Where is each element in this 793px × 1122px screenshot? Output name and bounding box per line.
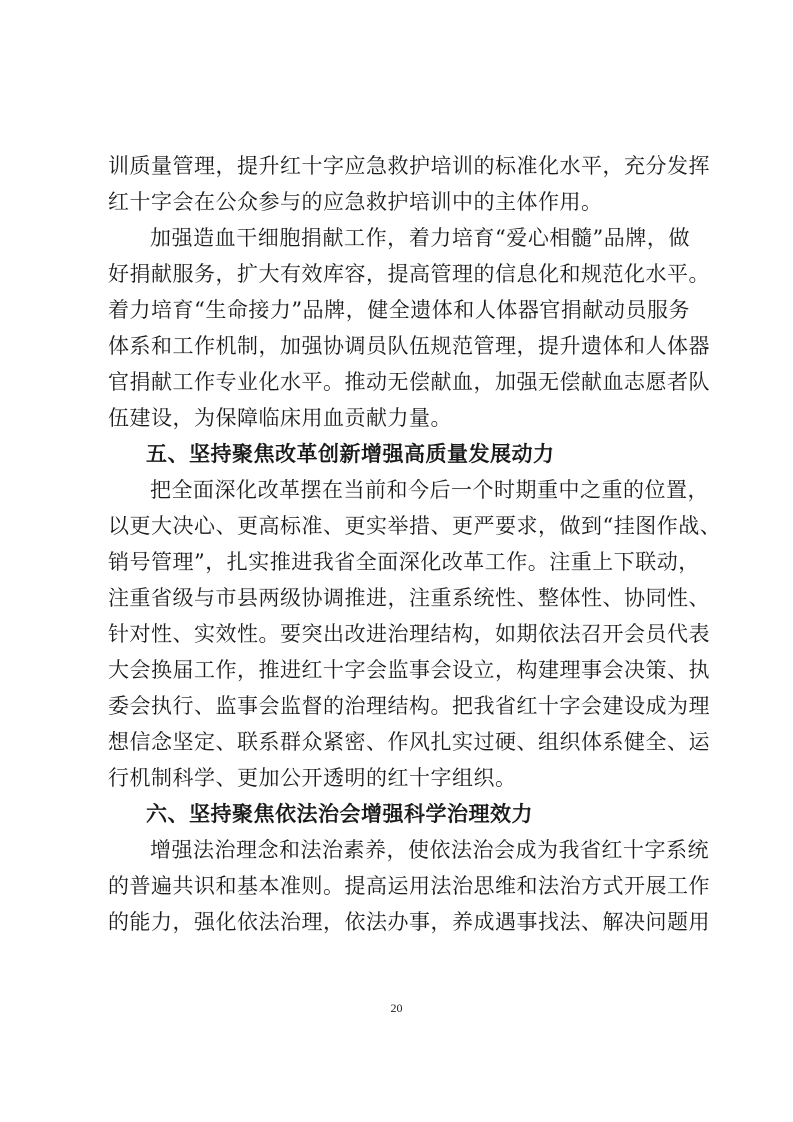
text-line: 的能力，强化依法治理，依法办事，养成遇事找法、解决问题用: [108, 910, 710, 934]
text-line: 注重省级与市县两级协调推进，注重系统性、整体性、协同性、: [108, 586, 710, 610]
body-text: [108, 148, 722, 940]
section-heading: 六、坚持聚焦依法治会增强科学治理效力: [146, 802, 533, 826]
text-line: 官捐献工作专业化水平。推动无偿献血，加强无偿献血志愿者队: [108, 370, 710, 394]
text-line: 的普遍共识和基本准则。提高运用法治思维和法治方式开展工作: [108, 874, 710, 898]
text-line: 着力培育“生命接力”品牌，健全遗体和人体器官捐献动员服务: [108, 298, 690, 322]
text-line: 好捐献服务，扩大有效库容，提高管理的信息化和规范化水平。: [108, 262, 710, 286]
text-line: 加强造血干细胞捐献工作，着力培育“爱心相髓”品牌，做: [150, 226, 690, 250]
text-line: 红十字会在公众参与的应急救护培训中的主体作用。: [108, 190, 603, 214]
text-line: 针对性、实效性。要突出改进治理结构，如期依法召开会员代表: [108, 622, 710, 646]
text-line: 训质量管理，提升红十字应急救护培训的标准化水平，充分发挥: [108, 154, 710, 178]
text-line: 销号管理”，扎实推进我省全面深化改革工作。注重上下联动，: [108, 550, 700, 574]
text-line: 大会换届工作，推进红十字会监事会设立，构建理事会决策、执: [108, 658, 710, 682]
text-line: 想信念坚定、联系群众紧密、作风扎实过硬、组织体系健全、运: [108, 730, 710, 754]
text-line: 体系和工作机制，加强协调员队伍规范管理，提升遗体和人体器: [108, 334, 710, 358]
page-number: 20: [390, 1001, 403, 1015]
text-line: 行机制科学、更加公开透明的红十字组织。: [108, 766, 517, 790]
text-line: 增强法治理念和法治素养，使依法治会成为我省红十字系统: [150, 838, 709, 862]
text-line: 伍建设，为保障临床用血贡献力量。: [108, 406, 452, 430]
section-heading: 五、坚持聚焦改革创新增强高质量发展动力: [146, 442, 555, 466]
text-line: 委会执行、监事会监督的治理结构。把我省红十字会建设成为理: [108, 694, 710, 718]
text-line: 把全面深化改革摆在当前和今后一个时期重中之重的位置，: [150, 478, 709, 502]
text-line: 以更大决心、更高标准、更实举措、更严要求，做到“挂图作战、: [108, 514, 722, 538]
